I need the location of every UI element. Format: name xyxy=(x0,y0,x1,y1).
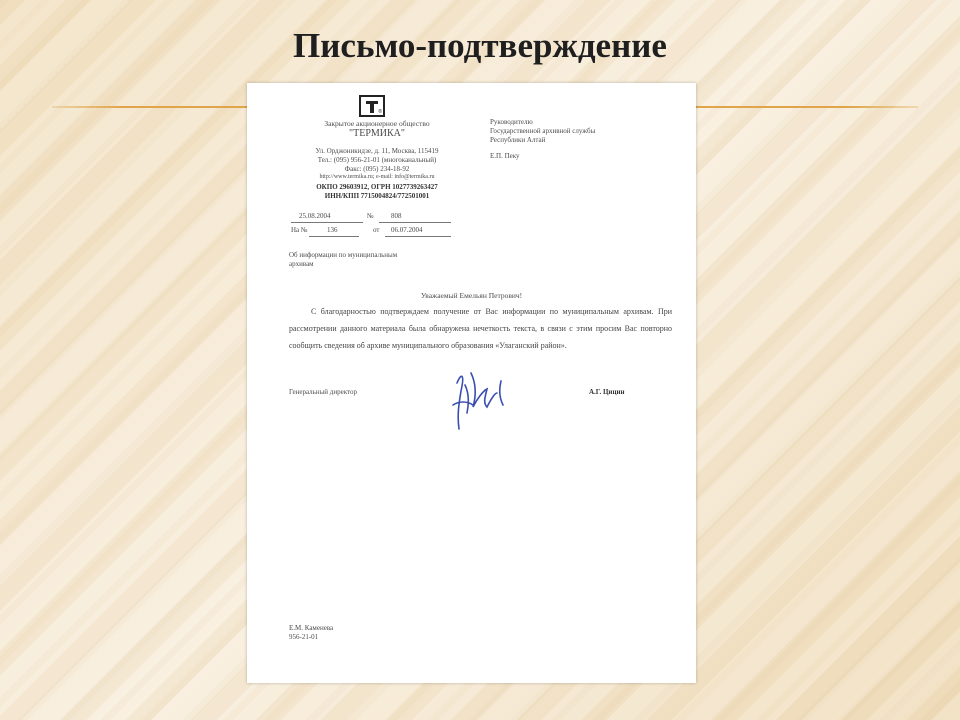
outgoing-number: 808 xyxy=(391,212,402,220)
outgoing-number-label: № xyxy=(367,212,374,220)
sender-fax: Факс: (095) 234-18-92 xyxy=(344,165,410,173)
recipient-name: Е.П. Пеку xyxy=(490,152,520,160)
signature xyxy=(447,363,517,433)
recipient-line-1: Руководителю xyxy=(490,118,533,126)
outgoing-date: 25.08.2004 xyxy=(299,212,331,220)
sender-inn: ИНН/КПП 7715004824/772501001 xyxy=(324,192,430,200)
letter-body xyxy=(289,303,672,354)
ref-number: 136 xyxy=(327,226,338,234)
sender-phone: Тел.: (095) 956-21-01 (многоканальный) xyxy=(317,156,437,164)
letter-body-text: С благодарностью подтверждаем получение от Вас информации по муниципальным архивам. При рассмотрении данного материала была обнаружена нечеткость текста, в связи с этим просим Вас повторно сообщить сведения об архиве муниципального образования «Улаганский район». xyxy=(289,307,672,350)
sender-org-name: "ТЕРМИКА" xyxy=(349,128,405,139)
sender-address: Ул. Орджоникидзе, д. 11, Москва, 115419 xyxy=(315,147,439,155)
sender-okpo: ОКПО 29603912, ОГРН 1027739263427 xyxy=(316,183,438,191)
recipient-line-3: Республики Алтай xyxy=(490,136,546,144)
sender-org-type: Закрытое акционерное общество xyxy=(324,119,430,128)
greeting: Уважаемый Емельян Петрович! xyxy=(420,291,523,300)
subject-line-2: архивам xyxy=(289,260,314,268)
letter-page xyxy=(247,83,696,683)
ref-number-label: На № xyxy=(291,226,308,234)
slide-title: Письмо-подтверждение xyxy=(293,26,667,65)
sender-web: http://www.termika.ru; e-mail: info@termika.ru xyxy=(319,174,435,180)
ref-date: 06.07.2004 xyxy=(391,226,423,234)
executor-name: Е.М. Каменева xyxy=(289,624,334,632)
executor-phone: 956-21-01 xyxy=(289,633,319,641)
recipient-line-2: Государственной архивной службы xyxy=(490,127,596,135)
signatory-title: Генеральный директор xyxy=(289,388,357,396)
subject-line-1: Об информации по муниципальным xyxy=(289,251,398,259)
signatory-name: А.Г. Цицин xyxy=(589,388,625,396)
t-logo-icon: ® xyxy=(359,95,385,117)
ref-from-label: от xyxy=(373,226,380,234)
